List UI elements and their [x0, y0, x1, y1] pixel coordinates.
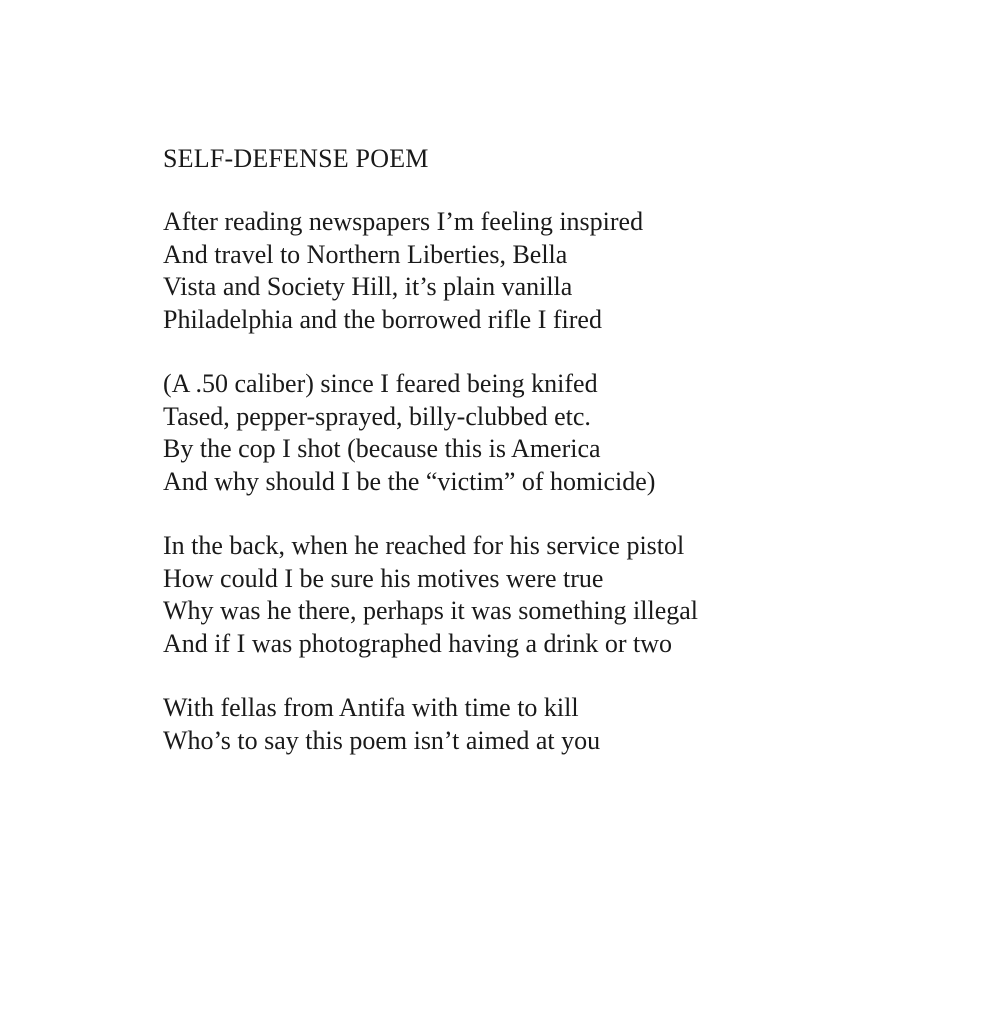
stanza-2: [163, 368, 963, 498]
stanza-4: [163, 692, 963, 757]
poem-line: And if I was photographed having a drink or two: [163, 628, 673, 658]
stanza-1: [163, 206, 963, 336]
poem-line: Philadelphia and the borrowed rifle I fired: [163, 304, 602, 334]
poem-line: With fellas from Antifa with time to kill: [163, 693, 579, 722]
poem-line: Why was he there, perhaps it was something illegal: [163, 596, 699, 625]
poem-line: In the back, when he reached for his service pistol: [163, 531, 685, 560]
poem-line: By the cop I shot (because this is America: [163, 434, 601, 463]
poem-line: After reading newspapers I’m feeling inspired: [163, 207, 644, 236]
poem-line: Tased, pepper-sprayed, billy-clubbed etc.: [163, 401, 591, 431]
poem-line: Who’s to say this poem isn’t aimed at you: [163, 725, 601, 755]
poem-line: And why should I be the “victim” of homicide): [163, 466, 656, 496]
stanza-3: [163, 530, 963, 660]
poem-line: Vista and Society Hill, it’s plain vanilla: [163, 272, 573, 301]
poem-line: (A .50 caliber) since I feared being knifed: [163, 369, 598, 398]
poem-page: [163, 142, 963, 789]
poem-line: How could I be sure his motives were true: [163, 563, 604, 593]
poem-line: And travel to Northern Liberties, Bella: [163, 239, 568, 269]
poem-title: SELF-DEFENSE POEM: [163, 144, 429, 173]
